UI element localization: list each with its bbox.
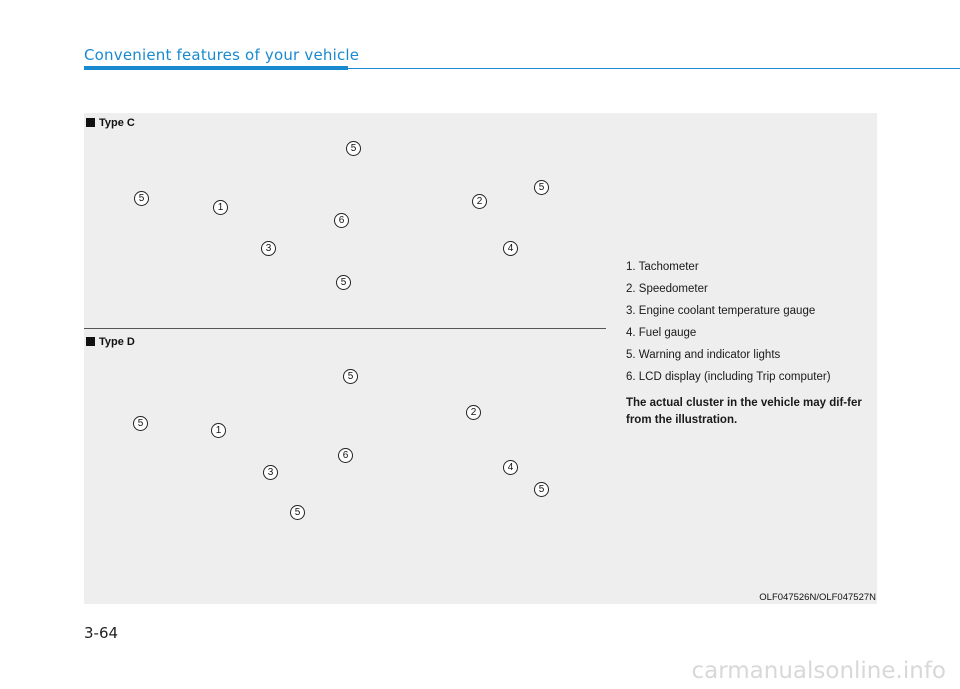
callout-marker: 2 xyxy=(472,194,487,209)
legend-item: 1. Tachometer xyxy=(626,261,699,273)
callout-marker: 5 xyxy=(534,482,549,497)
callout-marker: 5 xyxy=(343,369,358,384)
callout-marker: 2 xyxy=(466,405,481,420)
legend-item: 3. Engine coolant temperature gauge xyxy=(626,305,816,317)
section-title: Convenient features of your vehicle xyxy=(84,46,360,64)
callout-marker: 3 xyxy=(263,465,278,480)
legend-item: 2. Speedometer xyxy=(626,283,708,295)
square-bullet-icon xyxy=(86,337,95,346)
callout-marker: 5 xyxy=(290,505,305,520)
section-rule-thick xyxy=(84,66,348,70)
callout-marker: 4 xyxy=(503,460,518,475)
legend-item: 6. LCD display (including Trip computer) xyxy=(626,371,831,383)
callout-marker: 5 xyxy=(133,416,148,431)
callout-marker: 6 xyxy=(338,448,353,463)
figure-divider xyxy=(84,328,606,329)
illustration-note: The actual cluster in the vehicle may dif-fer from the illustration. xyxy=(626,397,862,426)
legend-item: 5. Warning and indicator lights xyxy=(626,349,781,361)
callout-marker: 4 xyxy=(503,241,518,256)
figure-legend xyxy=(626,259,876,429)
square-bullet-icon xyxy=(86,118,95,127)
callout-marker: 1 xyxy=(213,200,228,215)
page-number: 3-64 xyxy=(84,624,119,642)
section-rule-thin xyxy=(348,68,960,69)
legend-item: 4. Fuel gauge xyxy=(626,327,697,339)
figure-id: OLF047526N/OLF047527N xyxy=(759,592,876,603)
callout-marker: 1 xyxy=(211,423,226,438)
callout-marker: 6 xyxy=(334,213,349,228)
watermark: carmanualsonline.info xyxy=(691,658,946,684)
callout-marker: 3 xyxy=(261,241,276,256)
callout-marker: 5 xyxy=(346,141,361,156)
type-d-label: Type D xyxy=(86,336,135,348)
callout-marker: 5 xyxy=(534,180,549,195)
callout-marker: 5 xyxy=(134,191,149,206)
type-c-label: Type C xyxy=(86,117,135,129)
callout-marker: 5 xyxy=(336,275,351,290)
